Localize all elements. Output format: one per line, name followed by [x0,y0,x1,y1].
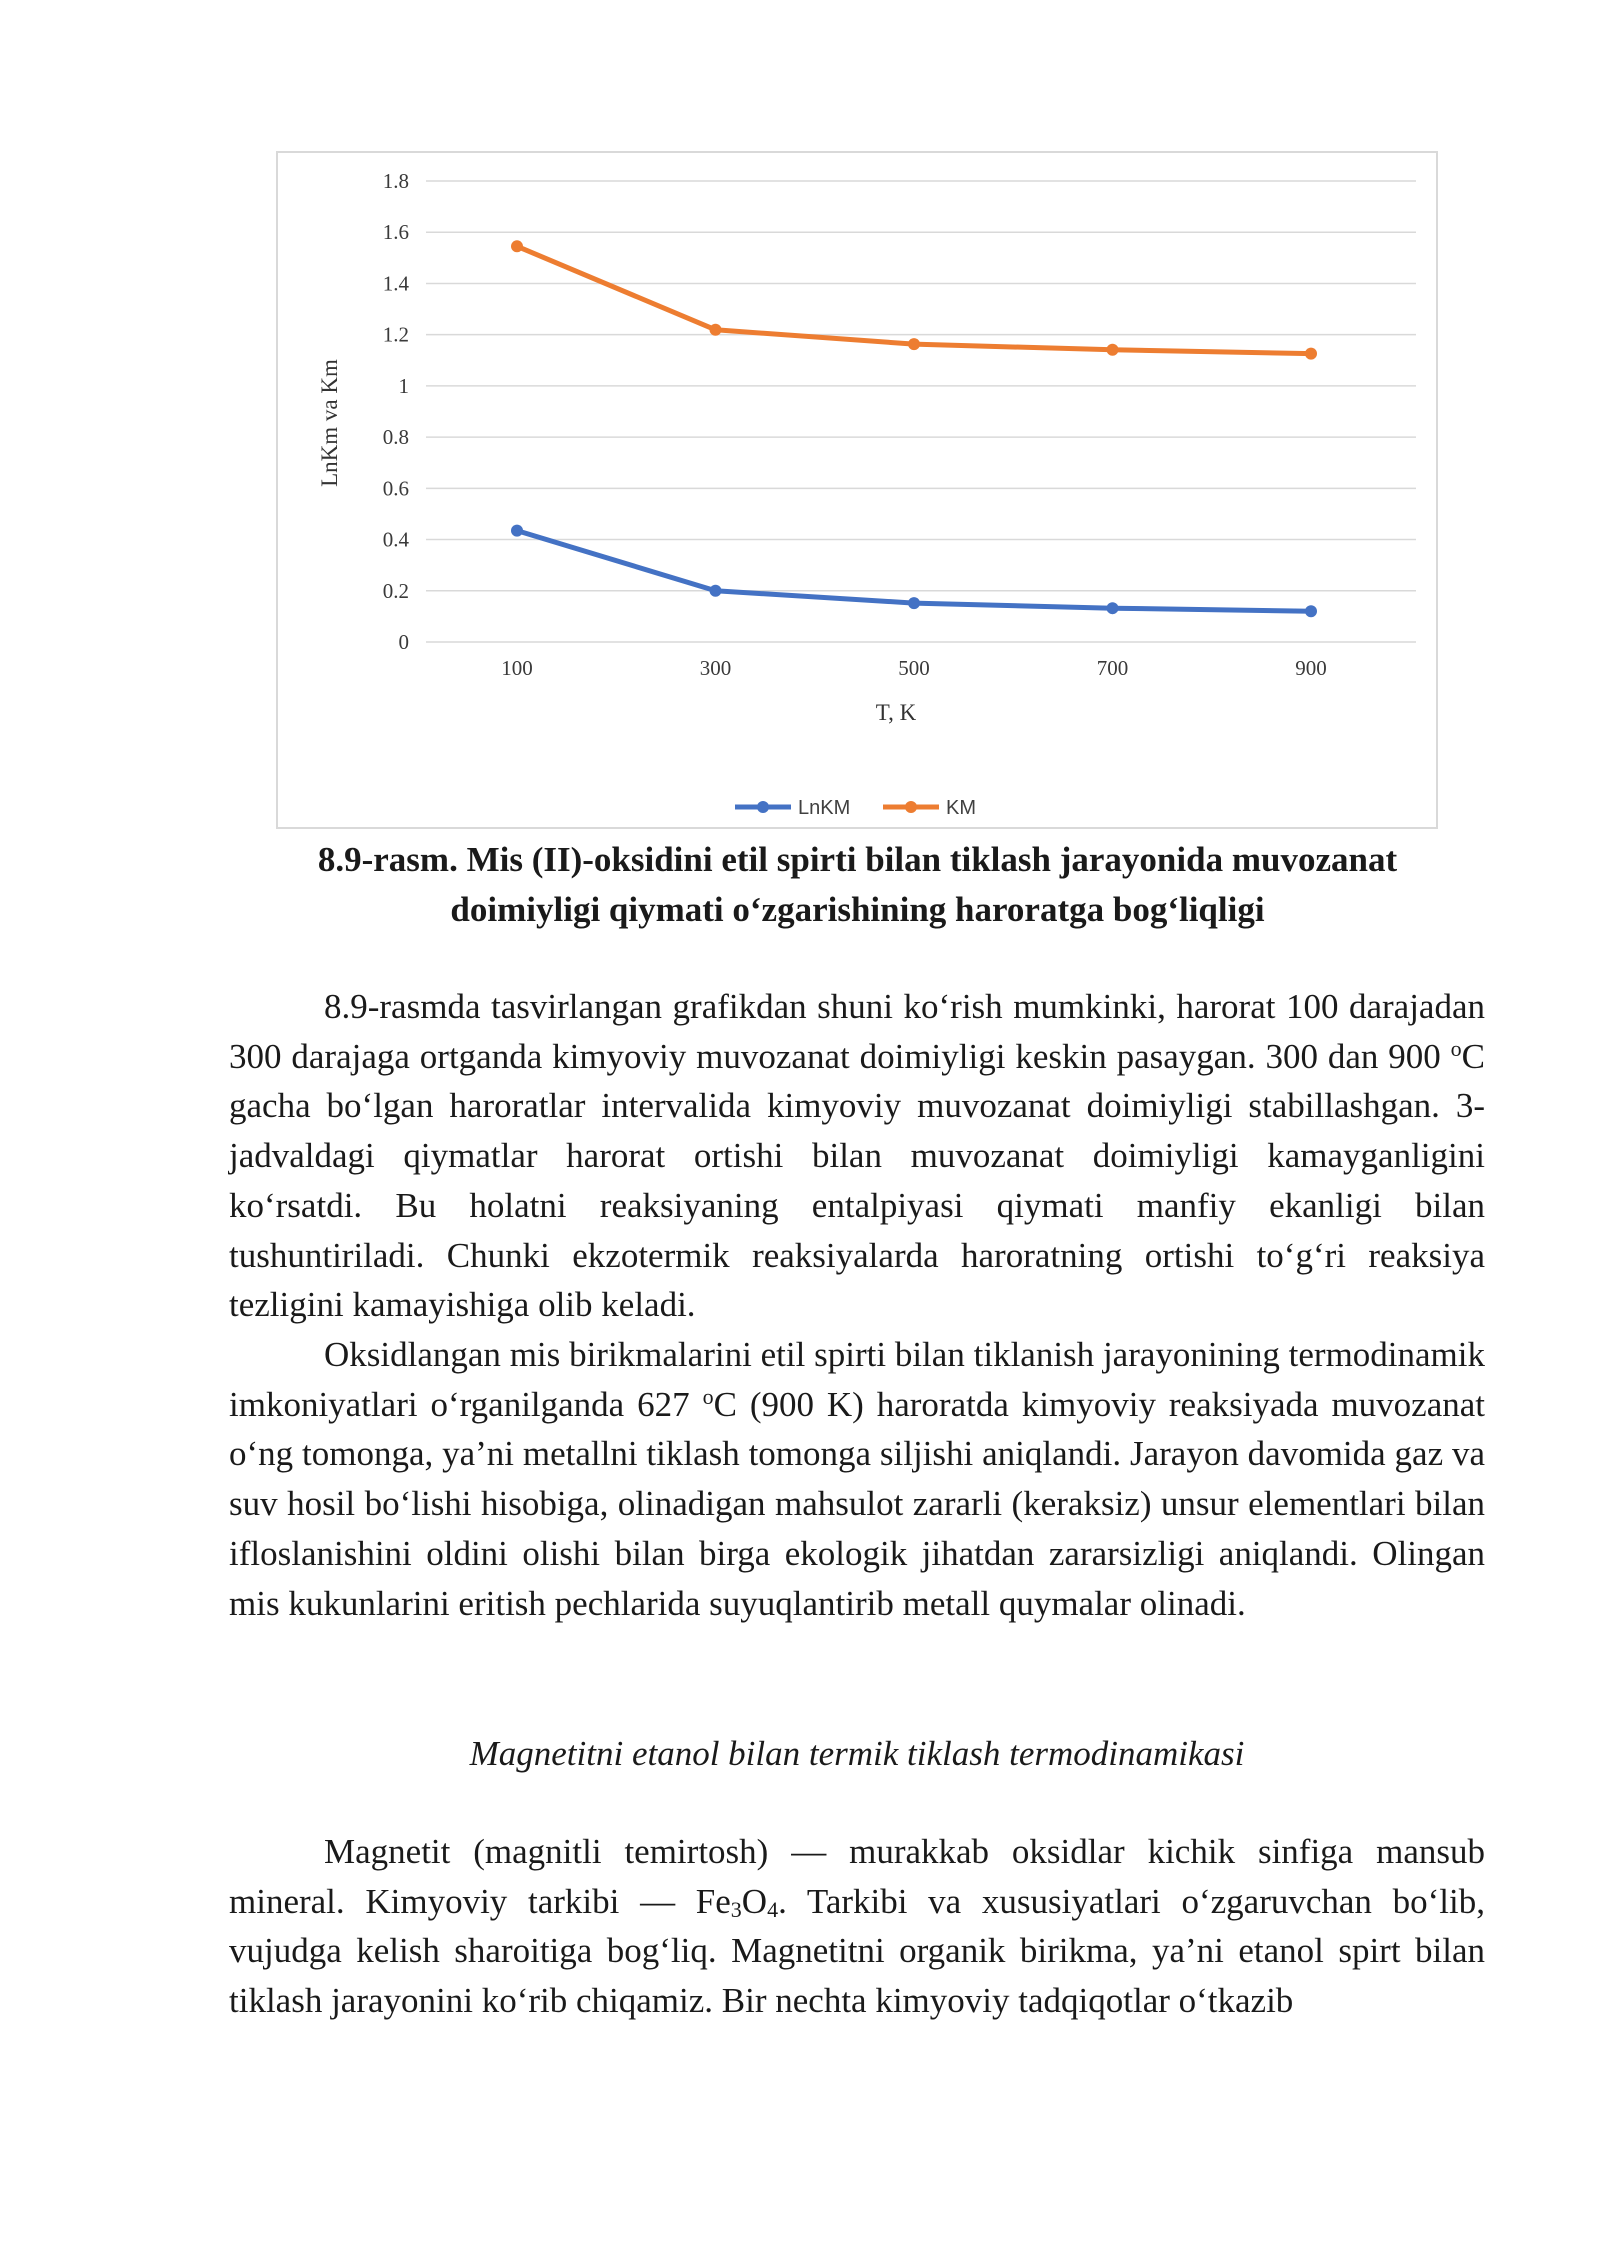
data-point [710,324,722,336]
paragraph-2 [229,1330,1485,1628]
y-tick-label: 1.8 [382,169,409,193]
y-tick-label: 0 [398,630,409,654]
y-axis-ticks [383,169,410,654]
x-tick-label: 300 [699,656,732,680]
y-tick-label: 0.4 [382,527,409,552]
data-point [1107,602,1119,614]
legend-marker-lnkm [757,801,769,813]
section-heading: Magnetitni etanol bilan termik tiklash termodinamikasi [469,1734,1245,1773]
line-chart [278,153,1436,827]
paragraph-2-text-b: C (900 K) haroratda kimyoviy reaksiyada muvozanat o‘ng tomonga, ya’ni metallni tiklash tomonga siljishi aniqlandi. Jarayon davomida gaz va suv hosil bo‘lishi hisobiga, olinadigan mahsulot zararli (keraksiz) unsur elementlari bilan ifloslanishini oldini olishi bilan birga ekologik jihatdan zararsizligi aniqlandi. Olingan mis kukunlarini eritish pechlarida suyuqlantirib metall quymalar olinadi. [229,1384,1485,1623]
data-point [1305,348,1317,360]
chart-container [276,151,1438,829]
y-tick-label: 1.6 [382,220,409,245]
y-tick-label: 0.8 [382,425,409,450]
series-lines [511,240,1317,617]
data-point [908,597,920,609]
gridlines [426,181,1416,642]
paragraph-3 [229,1827,1485,2026]
paragraph-2-text-a: Oksidlangan mis birikmalarini etil spirti bilan tiklanish jarayonining termodinamik imkoniyatlari o‘rganilganda 627 [229,1335,1485,1424]
legend-label-lnkm: LnKM [798,797,851,819]
caption-line-2: doimiyligi qiymati o‘zgarishining haroratga bog‘liqligi [450,890,1265,929]
data-point [511,240,523,252]
x-tick-label: 500 [898,656,930,680]
x-tick-label: 700 [1096,656,1129,680]
data-point [908,338,920,350]
caption-line-1: 8.9-rasm. Mis (II)-oksidini etil spirti bilan tiklash jarayonida muvozanat [317,840,1398,879]
y-tick-label: 1.2 [382,322,409,347]
data-point [710,585,722,597]
y-axis-title: LnKm va Km [317,359,342,487]
subscript-3: 3 [730,1896,742,1922]
degree-superscript: o [1450,1035,1462,1061]
paragraph-3-text-c: . Tarkibi va xususiyatlari o‘zgaruvchan bo‘lib, vujudga kelish sharoitiga bog‘liq. Magnetitni organik birikma, ya’ni etanol spirt bilan tiklash jarayonini ko‘rib chiqamiz. Bir nechta kimyoviy tadqiqotlar o‘tkazib [229,1881,1485,2021]
y-tick-label: 0.6 [382,476,409,501]
degree-superscript: o [702,1383,714,1409]
data-point [1305,605,1317,617]
x-tick-label: 900 [1295,656,1327,680]
x-tick-label: 100 [501,656,533,680]
paragraph-1-text-b: C gacha bo‘lgan haroratlar intervalida kimyoviy muvozanat doimiyligi stabillashgan. 3-jadvaldagi qiymatlar harorat ortishi bilan muvozanat doimiyligi kamayganligini ko‘rsatdi. Bu holatni reaksiyaning entalpiyasi qiymati manfiy ekanligi bilan tushuntiriladi. Chunki ekzotermik reaksiyalarda haroratning ortishi to‘g‘ri reaksiya tezligini kamayishiga olib keladi. [229,1036,1485,1325]
paragraph-3-text-a: Magnetit (magnitli temirtosh) — murakkab oksidlar kichik sinfiga mansub mineral. Kimyoviy tarkibi — Fe [229,1832,1485,1921]
paragraph-1-text-a: 8.9-rasmda tasvirlangan grafikdan shuni ko‘rish mumkinki, harorat 100 darajadan 300 darajaga ortganda kimyoviy muvozanat doimiyligi keskin pasaygan. 300 dan 900 [229,987,1485,1076]
series-line-km [517,246,1311,353]
data-point [1107,344,1119,356]
data-point [511,525,523,537]
y-tick-label: 1 [398,373,409,398]
legend [735,797,976,819]
legend-label-km: KM [946,797,976,819]
figure-caption [270,835,1445,935]
legend-marker-km [905,801,917,813]
paragraph-1 [229,982,1485,1330]
y-tick-label: 1.4 [382,271,409,296]
y-tick-label: 0.2 [382,578,409,603]
paragraph-3-text-b: O [741,1881,768,1921]
x-axis-ticks [501,656,1327,680]
subscript-4: 4 [767,1896,779,1922]
x-axis-title: T, K [875,700,917,725]
